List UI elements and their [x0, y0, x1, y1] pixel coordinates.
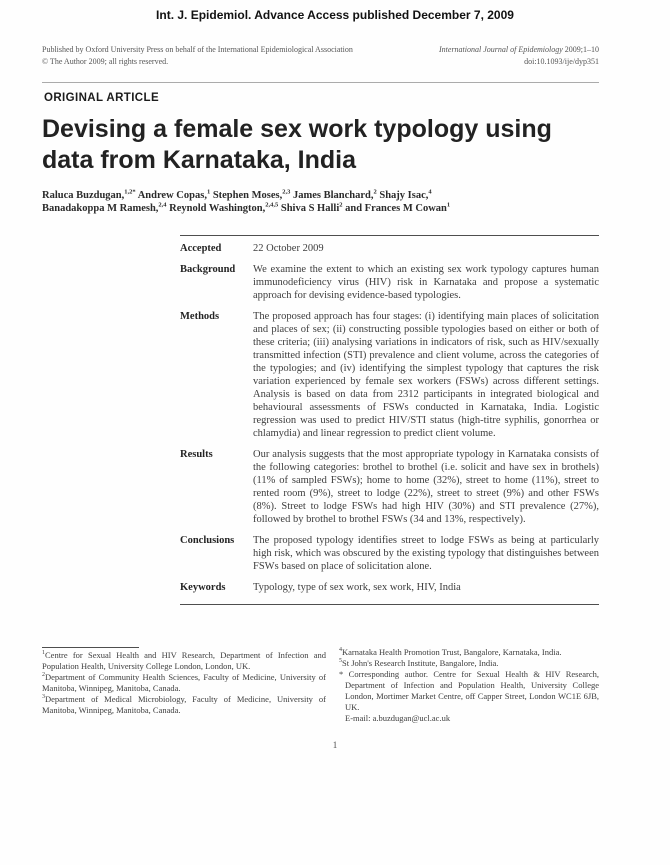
author-byline-line1 — [42, 189, 599, 202]
publication-info-row — [42, 44, 599, 68]
author-affiliation-marker: 2,4 — [158, 201, 167, 209]
paper-title-line2: data from Karnataka, India — [42, 146, 356, 174]
page-number: 1 — [332, 740, 338, 750]
footnotes-left-column — [42, 647, 326, 724]
footnote-affiliation-4 — [339, 647, 599, 658]
article-type-label: ORIGINAL ARTICLE — [44, 92, 160, 104]
abstract-row-methods — [180, 310, 599, 440]
paper-title — [42, 114, 599, 176]
author-name: Raluca Buzdugan, — [42, 190, 125, 201]
author-affiliation-marker: 1 — [446, 201, 451, 209]
author-affiliation-marker: 1,2* — [124, 188, 136, 196]
author-name: Reynold Washington, — [169, 203, 266, 214]
footnote-text: Department of Medical Microbiology, Faculty of Medicine, University of Manitoba, Winnipeg, Manitoba, Canada. — [42, 694, 326, 715]
author-name: and Frances M Cowan — [345, 203, 447, 214]
abstract-text-background: We examine the extent to which an existing sex work typology captures human immunodeficiency virus (HIV) risk in Karnataka and propose a systematic approach for devising evidence-based typologies. — [253, 264, 599, 301]
publisher-note — [42, 44, 353, 68]
footnote-text: Centre for Sexual Health and HIV Research, Department of Infection and Population Health, University College London, London, UK. — [42, 650, 326, 671]
abstract-row-background — [180, 263, 599, 302]
author-name: Shajy Isac, — [379, 190, 429, 201]
footnote-affiliation-5 — [339, 658, 599, 669]
abstract-text-results: Our analysis suggests that the most appropriate typology in Karnataka consists of the following categories: brothel to brothel (i.e. solicit and have sex in brothels) (11% of sampled FSWs); home to home (32%), street to home (11%), street to rented room (9%), street to lodge (22%), street to street (9%) and other FSWs (8%). Street to lodge FSWs had high HIV (30%) and STI prevalence (27%), followed by brothel to brothel FSWs (34 and 13%, respectively). — [253, 449, 599, 525]
footnote-marker: 1 — [42, 650, 45, 657]
footnote-marker: 2 — [42, 672, 45, 679]
abstract-section — [180, 235, 599, 605]
corresponding-author-email: E-mail: a.buzdugan@ucl.ac.uk — [345, 713, 451, 723]
footnote-text: Karnataka Health Promotion Trust, Bangalore, Karnataka, India. — [342, 647, 562, 657]
abstract-label-conclusions: Conclusions — [180, 535, 235, 546]
copyright-line: © The Author 2009; all rights reserved. — [42, 57, 169, 66]
abstract-text-keywords: Typology, type of sex work, sex work, HIV, India — [253, 582, 461, 593]
publisher-line: Published by Oxford University Press on behalf of the International Epidemiological Association — [42, 45, 353, 54]
footnote-affiliation-2 — [42, 672, 326, 694]
author-name: James Blanchard, — [292, 190, 374, 201]
abstract-row-accepted — [180, 242, 599, 255]
abstract-label-results: Results — [180, 449, 213, 460]
journal-citation-block — [439, 44, 599, 68]
footnotes-right-column — [339, 647, 599, 724]
author-affiliation-marker: 2,3 — [282, 188, 291, 196]
author-affiliation-marker: 2 — [373, 188, 377, 196]
author-affiliation-marker: 4 — [428, 188, 432, 196]
journal-doi: doi:10.1093/ije/dyp351 — [524, 57, 599, 66]
footnote-divider — [42, 647, 139, 648]
advance-access-banner: Int. J. Epidemiol. Advance Access published December 7, 2009 — [156, 8, 514, 22]
abstract-label-keywords: Keywords — [180, 582, 226, 593]
footnote-marker: 5 — [339, 658, 342, 665]
abstract-row-keywords — [180, 581, 599, 594]
abstract-text-methods: The proposed approach has four stages: (i) identifying main places of solicitation and places of sex; (ii) constructing possible typologies based on either or both of these criteria; (iii) analysing variations in indicators of risk, such as HIV/sexually transmitted infection (STI) prevalence and client volume, across the categories of the typologies; and (iv) identifying the simplest typology that captures the risk variation experienced by female sex workers (FSWs) across different settings. Analysis is based on data from 2312 participants in integrated biological and behavioural assessments of FSWs conducted in Karnataka, India. Logistic regression was used to predict HIV/STI status (high-titre syphilis, gonorrhea or chlamydia) and linear regression to predict client volume. — [253, 311, 599, 439]
author-byline-line2 — [42, 202, 599, 215]
paper-title-line1: Devising a female sex work typology using — [42, 115, 552, 143]
author-name: Stephen Moses, — [212, 190, 283, 201]
author-name: Shiva S Halli — [280, 203, 340, 214]
author-name: Banadakoppa M Ramesh, — [42, 203, 159, 214]
author-name: Andrew Copas, — [137, 190, 207, 201]
journal-name: International Journal of Epidemiology — [439, 45, 563, 54]
affiliation-footnotes — [42, 647, 599, 724]
footnote-text: Department of Community Health Sciences, Faculty of Medicine, University of Manitoba, Winnipeg, Manitoba, Canada. — [42, 672, 326, 693]
author-byline — [42, 189, 599, 215]
author-affiliation-marker: 2 — [339, 201, 343, 209]
footnote-marker: 4 — [339, 647, 342, 654]
author-affiliation-marker: 1 — [206, 188, 211, 196]
author-affiliation-marker: 2,4,5 — [265, 201, 279, 209]
footnote-affiliation-3 — [42, 694, 326, 716]
abstract-label-accepted: Accepted — [180, 243, 222, 254]
corresponding-author-note: * Corresponding author. Centre for Sexual Health & HIV Research, Department of Infection and Population Health, University College London, Mortimer Market Centre, off Capper Street, London WC1E 6JB, UK. — [339, 669, 599, 712]
journal-citation — [439, 44, 599, 56]
journal-issue: 2009;1–10 — [564, 45, 599, 54]
header-divider — [42, 82, 599, 83]
abstract-text-accepted: 22 October 2009 — [253, 243, 324, 254]
abstract-row-results — [180, 448, 599, 526]
footnote-marker: 3 — [42, 694, 45, 701]
abstract-label-methods: Methods — [180, 311, 220, 322]
abstract-row-conclusions — [180, 534, 599, 573]
abstract-label-background: Background — [180, 264, 236, 275]
footnote-text: St John's Research Institute, Bangalore, India. — [342, 658, 499, 668]
abstract-text-conclusions: The proposed typology identifies street to lodge FSWs as being at particularly high risk, which was obscured by the existing typology that distinguishes between FSWs based on place of solicitation alone. — [253, 535, 599, 572]
footnote-affiliation-1 — [42, 650, 326, 672]
